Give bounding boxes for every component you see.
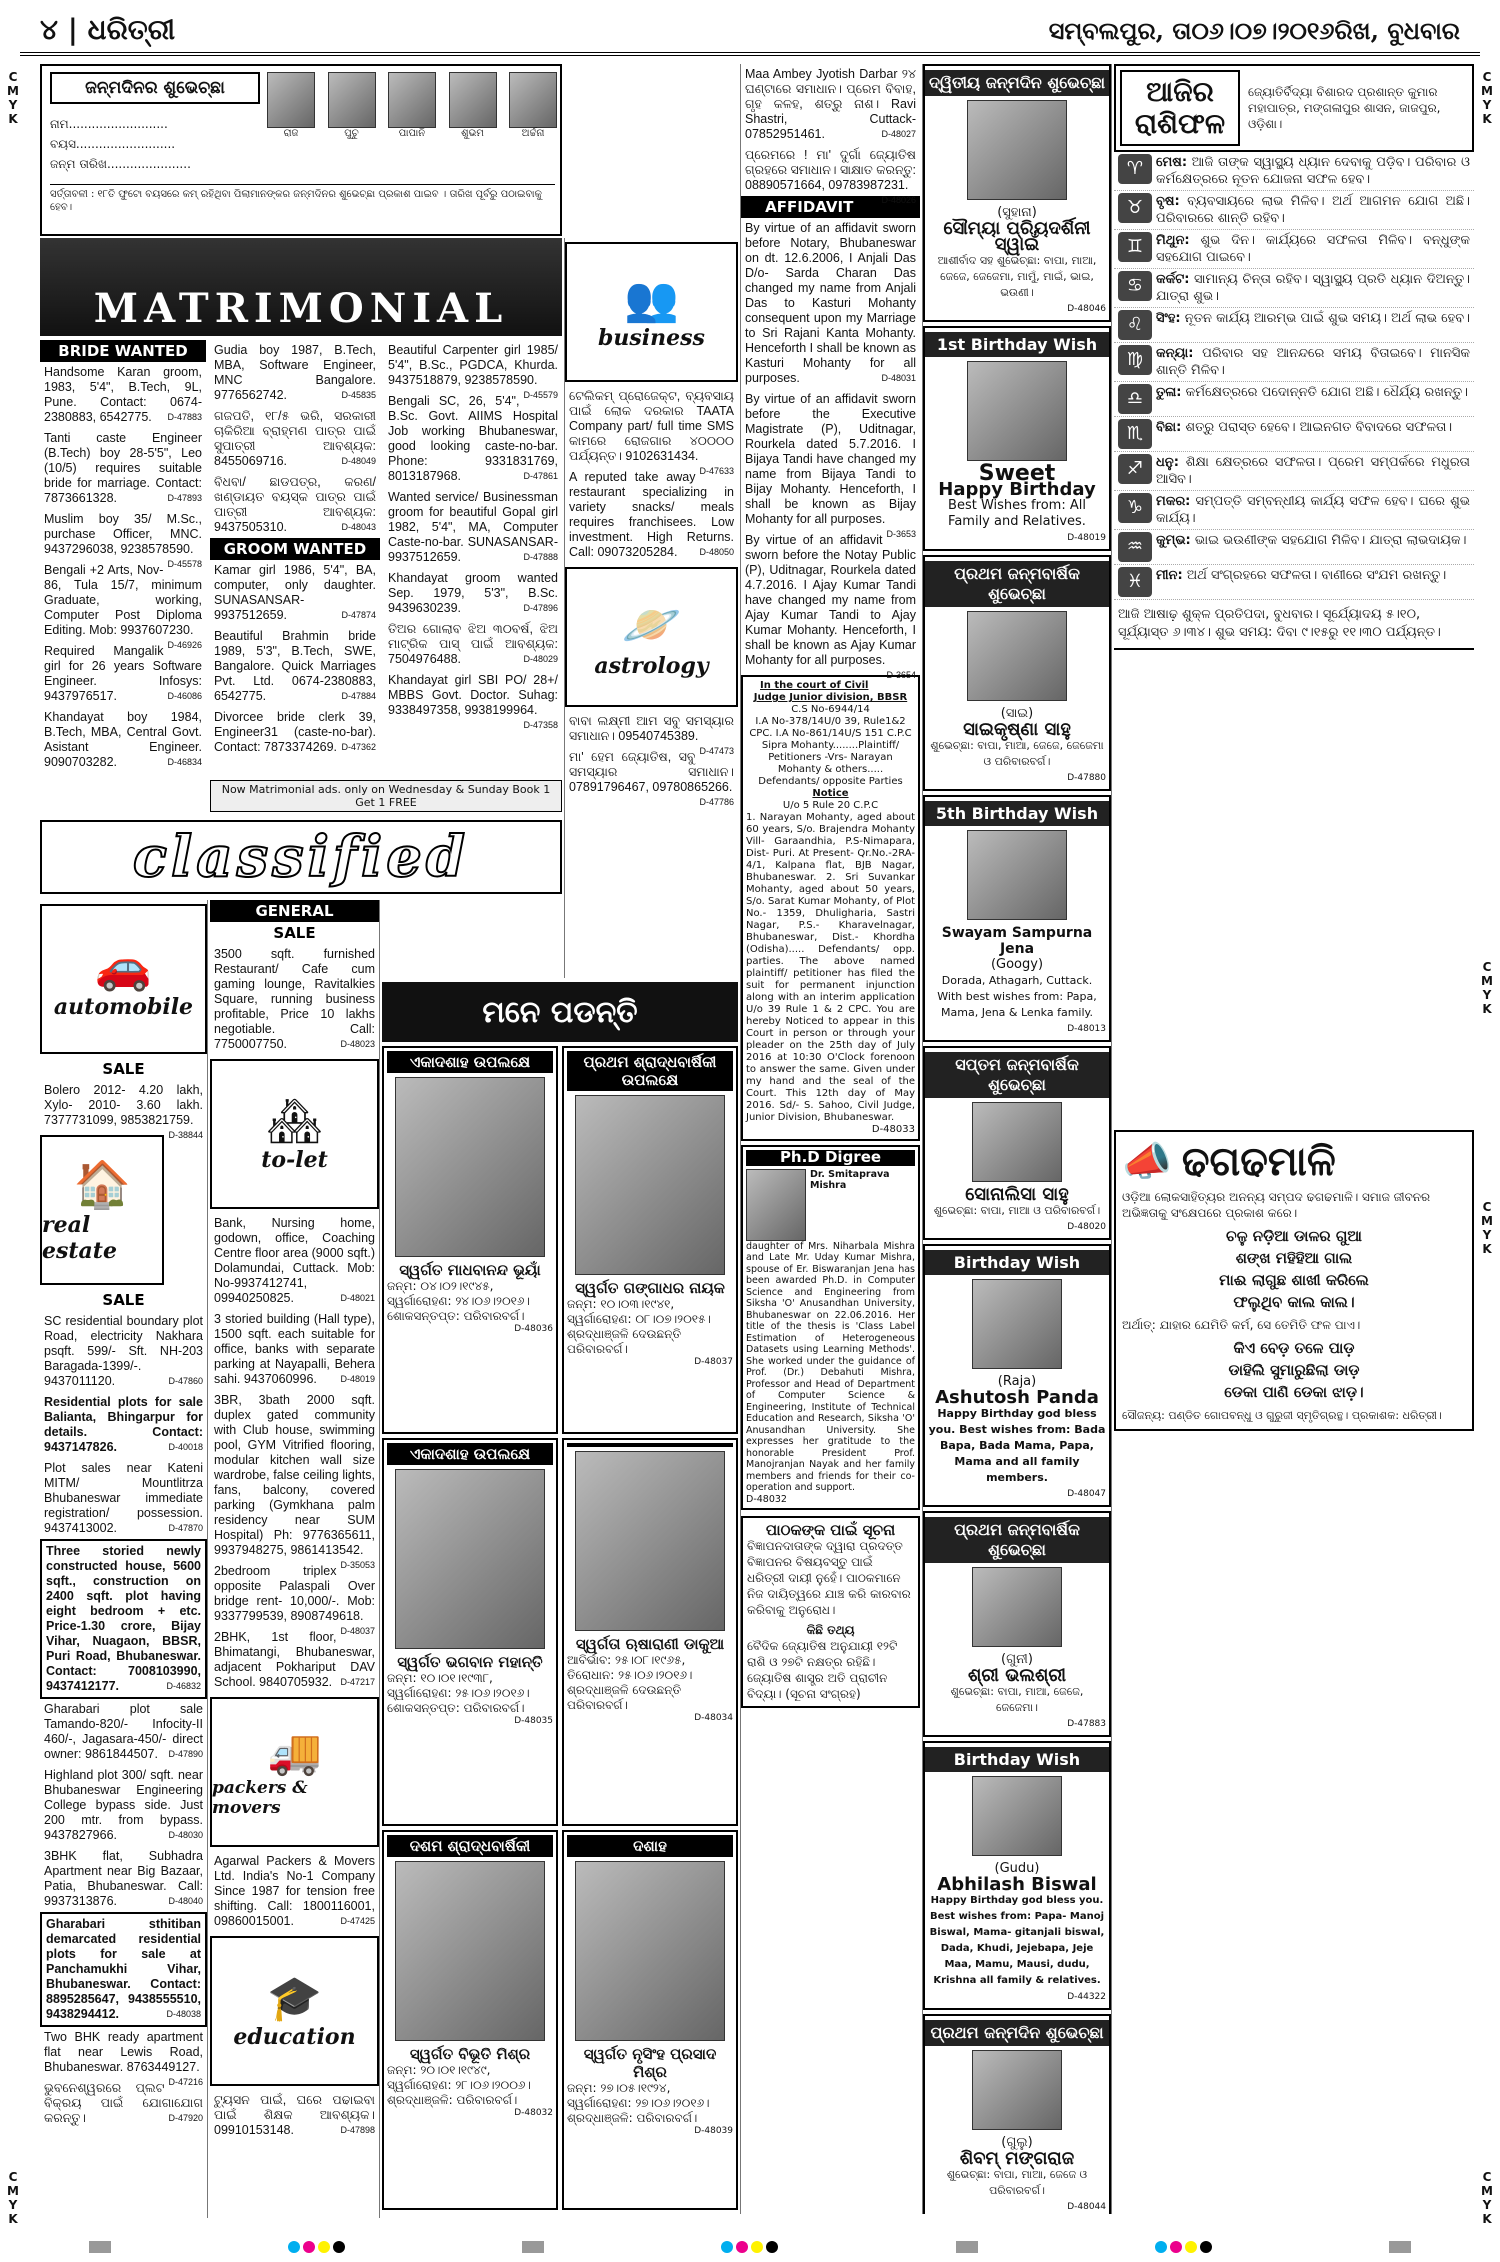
general-sale-header: SALE <box>210 922 379 944</box>
wish-card <box>923 2014 1111 2214</box>
obituary-code: D-48037 <box>694 1357 733 1367</box>
rashiphal-title-2: ରାଶିଫଳ <box>1134 107 1226 140</box>
dhagadhamali-explain: ଅର୍ଥାତ୍: ଯାହାର ଯେମିତି କର୍ମ, ସେ ତେମିତି ଫଳ ପାଏ। <box>1122 1318 1361 1332</box>
wish-code: D-48013 <box>1067 1024 1106 1034</box>
wish-name: ସାଇକୃଷ୍ଣା ସାହୁ <box>963 719 1071 740</box>
color-dots <box>721 2241 778 2253</box>
rashi-item: ♈ ମେଷ: ଆଜି ତାଙ୍କ ସ୍ୱାସ୍ଥ୍ୟ ଧ୍ୟାନ ଦେବାକୁ ପଡ଼ିବ। ପରିବାର ଓ କର୍ମକ୍ଷେତ୍ରରେ ନୂତନ ଯୋଜନା ସଫଳ ହେବ। <box>1114 152 1474 191</box>
child-photo-3: ପାପାନି <box>388 72 436 139</box>
wish-code: D-48044 <box>1067 2202 1106 2212</box>
rashi-item: ♑ ମକର: ସମ୍ପତ୍ତି ସମ୍ବନ୍ଧୀୟ କାର୍ଯ୍ୟ ସଫଳ ହେବ। ଘରେ ଶୁଭ କାର୍ଯ୍ୟ। <box>1114 491 1474 530</box>
business-ad: A reputed take away restaurant specializing in variety snacks/ meals requires franchisees. Low investment. High Returns. Call: 09073205284. D-48050 <box>569 470 734 559</box>
obituary-card <box>382 1438 558 1826</box>
education-icon-box <box>210 1936 379 2086</box>
packers-ad: Agarwal Packers & Movers Ltd. India's No-1 Company Since 1987 for tension free shifting. Call: 1800116001, 09860015001. D-47425 <box>214 1854 375 1928</box>
court-body: 1. Narayan Mohanty, aged about 60 years, S/o. Brajendra Mohanty Vill- Garaandhia, P.S-Nimapara, Dist- Puri. At Present- Qr.No.-2RA- 4/1, Kalpana flat, BJB Nagar, Bhubaneswar. 2. Sri Suvankar Mohanty, aged about 50 years, S/o. Sarat Kumar Mohanty, of Plot No.- 1359, Dhuligharia, Sastri Nagar, P.S.- Kharavelnagar, Bhubaneswar, Dist.- Khordha (Odisha)..... Defendants/ opp. parties. The above named plaintiff/ petitioner has filed the suit for permanent injunction along with an interim application U/o 39 Rule 1 & 2 CPC. You are hereby Noticed to appear in this Court in person or through your pleader on the 25th day of July 2016 at 10:30 O'Clock forenoon to answer the same. Given under my hand and the seal of the Court. This 12th day of May 2016. Sd/- S. Sahoo, Civil Judge, Junior Division, Bhubaneswar. <box>746 812 915 1123</box>
matrimonial-col-2 <box>210 340 380 758</box>
wish-nick: (Googy) <box>990 957 1044 972</box>
obituary-text: ଜନ୍ମ: ୨୭।୦୫।୧୯୨୪, ସ୍ୱର୍ଗାରୋହଣ: ୨୭।୦୬।୨୦୧୬। ଶ୍ରଦ୍ଧାଞ୍ଜଳି: ପରିବାରବର୍ଗ। <box>567 2081 710 2125</box>
masthead <box>20 8 1480 56</box>
dhagadhamali-box <box>1114 1130 1474 1431</box>
wish-nick: (ଗୁଲୁ) <box>1001 2135 1033 2150</box>
wish-text: ଶୁଭେଚ୍ଛା: ବାପା, ମାଆ, ଜେଜେ ଓ ପରିବାରବର୍ଗ। <box>946 2168 1088 2197</box>
wish-card <box>923 795 1111 1042</box>
obituary-name: ସ୍ୱର୍ଗତ ବିଭୂତି ମିଶ୍ର <box>409 2045 531 2063</box>
jyotish-ad: ପ୍ରେମରେ ! ମା' ଦୁର୍ଗା ଜ୍ୟୋତିଷ ଗ୍ରହରେ ସମାଧାନ। ସାକ୍ଷାତ କରନ୍ତୁ: 08890571664, 09783987231. D-48026 <box>745 148 916 205</box>
child-photo-4: ଶୁଭମ <box>449 72 497 139</box>
virgo-icon: ♍ <box>1118 345 1152 375</box>
wish-header: ପ୍ରଥମ ଜନ୍ମବାର୍ଷିକ ଶୁଭେଚ୍ଛା <box>925 1517 1109 1563</box>
wish-card <box>923 1741 1111 2010</box>
matrimonial-section <box>40 340 562 816</box>
wish-photo <box>972 1776 1062 1856</box>
automobile-label: automobile <box>53 993 194 1020</box>
wish-name: Happy Birthday <box>938 479 1096 500</box>
wish-name: ସୌମ୍ୟା ପ୍ରିୟଦର୍ଶିନୀ ସ୍ୱାଇଁ <box>943 218 1091 255</box>
obituary-name: ସ୍ୱର୍ଗତ ନୃସିଂହ ପ୍ରସାଦ ମିଶ୍ର <box>583 2045 717 2081</box>
child-photo-1: ରାଜ <box>267 72 315 139</box>
matrimonial-ad: Handsome Karan groom, 1983, 5'4", B.Tech, 9L, Pune. Contact: 0674-2380883, 6542775. D-47883 <box>44 365 202 424</box>
dhagadhamali-verse: ଚଳୁ ନଡ଼ିଆ ଡାଳର ଗୁଆ ଶଙ୍ଖ ମହିହିଆ ଗାଲ ମାଈ ଲାଗୁଛ ଶାଖୀ କରିଲେ ଫଲୁଥିବ କାଲ କାଲ। <box>1219 1227 1369 1311</box>
registration-mark-right: C M Y K <box>1481 70 1493 126</box>
birthday-form-box <box>40 64 562 236</box>
wish-photo <box>967 611 1067 701</box>
classified-banner-text: classified <box>132 824 470 890</box>
realestate-ad: 3BHK flat, Subhadra Apartment near Big Bazaar, Patia, Bhubaneswar. Call: 9937313876. D-48040 <box>44 1849 203 1908</box>
obituary-text: ଜନ୍ମ: ୧୦।୦୩।୧୯୪୧, ସ୍ୱର୍ଗାରୋହଣ: ୦୮।୦୭।୨୦୧୫। ଶ୍ରଦ୍ଧାଞ୍ଜଳି ଦେଉଛନ୍ତି ପରିବାରବର୍ଗ। <box>567 1297 711 1356</box>
phd-notice <box>741 1145 920 1510</box>
obituary-code: D-48032 <box>514 2108 553 2118</box>
rashi-item: ♐ ଧନୁ: ଶିକ୍ଷା କ୍ଷେତ୍ରରେ ସଫଳତା। ପ୍ରେମ ସମ୍ପର୍କରେ ମଧୁରତା ଆସିବ। <box>1114 452 1474 491</box>
affidavit-ad: By virtue of an affidavit sworn before the Notay Public (P), Uditnagar, Rourkela dated 4.7.2016. I Ajay Kumar Tandi have changed my name from Ajay Kumar Tandi to Ajay Kumar Mohanty. Henceforth, I shall be known as Ajay Kumar Mohanty for all purposes. D-3654 <box>745 533 916 680</box>
astrology-ad: ମା' ହେମ ଜ୍ୟୋତିଷ, ସବୁ ସମସ୍ୟାର ସମାଧାନ। 07891796467, 09780865266. D-47786 <box>569 750 734 807</box>
wish-nick: (ସାଇ) <box>1000 706 1034 721</box>
realestate-sale-header: SALE <box>40 1289 207 1311</box>
affidavit-header: AFFIDAVIT <box>741 196 920 218</box>
phd-photo <box>746 1169 806 1241</box>
wish-header: 1st Birthday Wish <box>925 332 1109 357</box>
speaker-icon: 📣 <box>1122 1139 1172 1185</box>
education-label: education <box>233 2024 356 2050</box>
child-photo-2: ପୁଚୁ <box>328 72 376 139</box>
business-astrology-column <box>564 238 738 978</box>
wish-card <box>923 64 1111 322</box>
business-ad: ଟେଲିକମ୍ ପ୍ରୋଜେକ୍ଟ, ବ୍ୟବସାୟ ପାଇଁ ଲୋକ ଦରକାର TAATA Company part/ full time SMS କାମରେ ରୋଜଗାର ୪୦୦୦୦ ପର୍ଯ୍ୟନ୍ତ। 9102631434. D-47633 <box>569 389 734 476</box>
tolet-ad: Bank, Nursing home, godown, office, Coaching Centre floor area (9000 sqft.) Dolamundai, Cuttack. Mob: No-9937412741, 09940250825. D-48021 <box>214 1216 375 1305</box>
tathya-text: ବୈଦିକ ଜ୍ୟୋତିଷ ଅନୁଯାୟୀ ୧୨ଟି ରାଶି ଓ ୨୭ଟି ନକ୍ଷତ୍ର ରହିଛି। ଜ୍ୟୋତିଷ ଶାସ୍ତ୍ର ଅତି ପ୍ରାଚୀନ ବିଦ୍ୟା। (ସୂଚନା ସଂଗ୍ରହ) <box>747 1639 898 1701</box>
wish-nick: Sweet <box>978 461 1056 486</box>
realestate-ad: Residential plots for sale Balianta, Bhingarpur for details. Contact: 9437147826. D-40018 <box>44 1395 203 1454</box>
matrimonial-ad: Bengali +2 Arts, Nov-86, Tula 15/7, minimum Graduate, working, Computer Post Diploma Editing. Mob: 9937607230. D-46926 <box>44 563 202 650</box>
registration-mark-right-bottom: C M Y K <box>1481 2170 1493 2226</box>
wish-code: D-48047 <box>1067 1489 1106 1499</box>
astrologer-credit: ଜ୍ୟୋତିର୍ବିଦ୍ୟା ବିଶାରଦ ପ୍ରଶାନ୍ତ କୁମାର ମହାପାତ୍ର, ମଙ୍ଗଳାପୁର ଶାସନ, ଜାଜପୁର, ଓଡ଼ିଶା। <box>1248 85 1441 131</box>
wish-text: Happy Birthday god bless you. Best wishes from: Papa- Manoj Biswal, Mama- gitanjali biswal, Dada, Khudi, Jejebapa, Jeje Maa, Mamu, Mausi, dudu, Krishna all family & relatives. <box>929 1895 1105 1986</box>
sagittarius-icon: ♐ <box>1118 454 1152 484</box>
panjika: ଆଜି ଆଷାଢ଼ ଶୁକ୍ଳ ପ୍ରତିପଦା, ବୁଧବାର। ସୂର୍ଯ୍ୟୋଦୟ ୫।୧୦, ସୂର୍ଯ୍ୟାସ୍ତ ୬।୩୪। ଶୁଭ ସମୟ: ଦିବା ୯।୧୫ରୁ ୧୧।୩୦ ପର୍ଯ୍ୟନ୍ତ। <box>1114 600 1474 650</box>
birthday-form-fields <box>50 114 250 174</box>
bride-wanted-header: BRIDE WANTED <box>40 340 206 362</box>
scorpio-icon: ♏ <box>1118 419 1152 449</box>
realestate-label: real estate <box>42 1211 117 1264</box>
jyotish-ad: Maa Ambey Jyotish Darbar ୨୪ ଘଣ୍ଟାରେ ସମାଧାନ। ପ୍ରେମ ବିବାହ, ଗୃହ କଳହ, ଶତ୍ରୁ ନାଶ। Ravi Shastri, Cuttack- 07852951461. D-48027 <box>745 67 916 141</box>
matrimonial-ad: Wanted service/ Businessman groom for beautiful Gopal girl 1982, 5'4", MA, Computer Caste-no-bar. SUNASANSAR- 9937512659. D-47888 <box>388 490 558 564</box>
matrimonial-ad: ତିଅର ଗୋଲାବ ଝିଅ ୩୦ବର୍ଷ, ଝିଅ ମାଟ୍ରିକ ପାସ୍ ପାଇଁ ଆବଶ୍ୟକ: 7504976488. D-48029 <box>388 622 558 666</box>
wish-photo <box>967 830 1067 920</box>
wish-text: Dorada, Athagarh, Cuttack. With best wishes from: Papa, Mama, Jena & Lenka family. <box>937 974 1097 1019</box>
wish-name: Swayam Sampurna Jena <box>941 925 1093 957</box>
obituary-text: ଜନ୍ମ: ୧୦।୦୧।୧୯୩୮, ସ୍ୱର୍ଗାରୋହଣ: ୨୫।୦୬।୨୦୧୬। ଶୋକସନ୍ତପ୍ତ: ପରିବାରବର୍ଗ। <box>387 1671 530 1715</box>
wish-photo <box>967 361 1067 461</box>
obituary-banner-text: ମନେ ପଡନ୍ତି <box>482 994 638 1030</box>
tolet-icon-box <box>210 1059 379 1209</box>
registration-mark-left-bottom: C M Y K <box>7 2170 19 2226</box>
gemini-icon: ♊ <box>1118 232 1152 262</box>
page-number: ୪ | ଧରିତ୍ରୀ <box>40 13 176 46</box>
classified-col-1 <box>40 900 208 2218</box>
legal-column <box>740 64 920 2214</box>
grey-patch <box>522 2241 544 2253</box>
registration-mark-right-mid2: C M Y K <box>1481 1200 1493 1256</box>
obituary-header: ଏକାଦଶାହ ଉପଲକ୍ଷେ <box>387 1443 553 1465</box>
tolet-label: to-let <box>261 1147 328 1173</box>
form-field-name[interactable]: ନାମ.......................... <box>50 117 168 131</box>
wish-code: D-47880 <box>1067 773 1106 783</box>
obituary-card <box>382 1046 558 1434</box>
obituary-header: ଦଶାହ <box>567 1835 733 1857</box>
wish-nick: (ସୁହାନା) <box>997 205 1037 220</box>
matrimonial-ad: Tanti caste Engineer (B.Tech) boy 28-5'5", Leo (10/5) requires suitable bride for marriage. Contact: 7873661328. D-47893 <box>44 431 202 505</box>
grey-patch <box>89 2241 111 2253</box>
dhagadhamali-verse-2: କିଏ ବେଡ଼ ତଳେ ପାଡ଼ ଡାହିଲି ସୁମାରୁଛିଲା ଡାଡ଼ ଡେକା ପାଣି ଡେକା ଝାଡ଼। <box>1224 1339 1364 1401</box>
pisces-icon: ♓ <box>1118 567 1152 597</box>
wish-code: D-44322 <box>1067 1992 1106 2002</box>
aries-icon: ♈ <box>1118 154 1152 184</box>
matrimonial-ad: Muslim boy 35/ M.Sc., purchase Officer, MNC. 9437296038, 9238578590. D-45578 <box>44 512 202 569</box>
wish-text: Best Wishes from: All Family and Relatives. <box>948 498 1086 529</box>
packers-label: packers & movers <box>212 1778 308 1818</box>
wish-text: ଶୁଭେଚ୍ଛା: ବାପା, ମାଆ, ଜେଜେ, ଜେଜେମା। <box>950 1685 1084 1714</box>
astrology-ad: ବାବା ଲକ୍ଷ୍ମୀ ଆମ ସବୁ ସମସ୍ୟାର ସମାଧାନ। 09540745389. D-47473 <box>569 714 734 756</box>
court-parties: Sipra Mohanty........Plaintiff/ Petitioners -Vrs- Narayan Mohanty & others..... Defendants/ opposite Parties <box>758 740 903 787</box>
planet-icon: 🪐 <box>621 596 682 653</box>
cancer-icon: ♋ <box>1118 271 1152 301</box>
tolet-ad: 2BHK, 1st floor, Bhimatangi, Bhubaneswar, adjacent Pokhariput DAV School. 9840705932. D-47217 <box>214 1630 375 1689</box>
court-notice-rule: U/o 5 Rule 20 C.P.C <box>782 800 879 811</box>
court-notice <box>741 675 920 1141</box>
wish-card <box>923 326 1111 551</box>
obituary-photo <box>575 1861 725 2041</box>
wish-photo <box>967 100 1067 200</box>
realestate-ad: Highland plot 300/ sqft. near Bhubaneswar Engineering College bypass side. Just 200 mtr. from bypass. 9437827966. D-48030 <box>44 1768 203 1842</box>
realestate-ad: Gharabari sthitiban demarcated residential plots for sale at Panchamukhi Vihar, Bhubaneswar. Contact: 8895285647, 9438555510, 9438294412. D-48038 <box>40 1912 207 2027</box>
dhagadhamali-credit: ସୌଜନ୍ୟ: ପଣ୍ଡିତ ଗୋପବନ୍ଧୁ ଓ ଗୁରୁଜୀ ସ୍ମୃତିଗ୍ରନ୍ଥ। ପ୍ରକାଶକ: ଧରିତ୍ରୀ। <box>1122 1409 1442 1422</box>
matrimonial-col-3 <box>384 340 562 733</box>
rashi-item: ♌ ସିଂହ: ନୂତନ କାର୍ଯ୍ୟ ଆରମ୍ଭ ପାଇଁ ଶୁଭ ସମୟ। ଅର୍ଥ ଲାଭ ହେବ। <box>1114 308 1474 343</box>
realestate-ad: Two BHK ready apartment flat near Lewis Road, Bhubaneswar. 8763449127. D-47216 <box>44 2030 203 2087</box>
matrimonial-col-1 <box>40 340 206 773</box>
realestate-ad: SC residential boundary plot Road, electricity Nakhara psqft. 599/- Sft. NH-203 Baragada-1399/-. 9437011120. D-47860 <box>44 1314 203 1388</box>
matrimonial-ad: Beautiful Carpenter girl 1985/ 5'4", B.Sc., PGDCA, Khurda. 9437518879, 9238578590. D-45579 <box>388 343 558 400</box>
obituary-code: D-48039 <box>694 2126 733 2136</box>
color-dots <box>288 2241 345 2253</box>
form-field-dob[interactable]: ଜନ୍ମ ତାରିଖ...................... <box>50 157 191 171</box>
realestate-ad: Three storied newly constructed house, 5600 sqft., construction on 2400 sqft. plot having eight bedroom + etc. Price-1.30 crore, Bijay Vihar, Nuagaon, BBSR, Puri Road, Bhubaneswar. Contact: 7008103990, 9437412177. D-46832 <box>40 1539 207 1699</box>
obituary-card <box>562 1830 738 2210</box>
rashi-item: ♏ ବିଛା: ଶତ୍ରୁ ପରାସ୍ତ ହେବେ। ଆଇନଗତ ବିବାଦରେ ସଫଳତା। <box>1114 417 1474 452</box>
rashi-list <box>1114 152 1474 600</box>
wish-name: ଶ୍ରୀ ଭଲଶ୍ରୀ <box>967 1665 1066 1686</box>
leo-icon: ♌ <box>1118 310 1152 340</box>
grey-patch <box>956 2241 978 2253</box>
obituary-text: ଆବିର୍ଭାବ: ୨୫।୦୮।୧୯୬୫, ତିରୋଧାନ: ୨୫।୦୬।୨୦୧୬। ଶ୍ରଦ୍ଧାଞ୍ଜଳି ଦେଉଛନ୍ତି ପରିବାରବର୍ଗ। <box>567 1653 693 1712</box>
matrimonial-banner <box>40 238 562 336</box>
wish-card <box>923 1511 1111 1737</box>
wish-text: ଆଶୀର୍ବାଦ ସହ ଶୁଭେଚ୍ଛା: ବାପା, ମାଆ, ଜେଜେ, ଜେଜେମା, ମାମୁଁ, ମାଇଁ, ଭାଇ, ଭଉଣୀ। <box>937 254 1097 299</box>
wish-header: ସପ୍ତମ ଜନ୍ମବାର୍ଷିକ ଶୁଭେଚ୍ଛା <box>925 1052 1109 1098</box>
reader-notice-text: ବିଜ୍ଞାପନଦାତାଙ୍କ ଦ୍ୱାରା ପ୍ରଦତ୍ତ ବିଜ୍ଞାପନର ବିଷୟବସ୍ତୁ ପାଇଁ ଧରିତ୍ରୀ ଦାୟୀ ନୁହେଁ। ପାଠକମାନେ ନିଜ ଦାୟିତ୍ୱରେ ଯାଞ୍ଚ କରି କାରବାର କରିବାକୁ ଅନୁରୋଧ। <box>747 1539 911 1617</box>
court-code: D-48033 <box>871 1124 915 1135</box>
birthday-form-children <box>267 72 557 139</box>
obituary-code: D-48035 <box>514 1716 553 1726</box>
tolet-ad: 3 storied building (Hall type), 1500 sqft. each suitable for office, banks with separate parking at Nayapalli, Behera sahi. 9437060996. D-48019 <box>214 1312 375 1386</box>
obituary-text: ଜନ୍ମ: ୨୦।୦୧।୧୯୪୯, ସ୍ୱର୍ଗାରୋହଣ: ୨୮।୦୬।୨୦୦୬। ଶ୍ରଦ୍ଧାଞ୍ଜଳି: ପରିବାରବର୍ଗ। <box>387 2063 531 2107</box>
matrimonial-ad: Khandayat boy 1984, B.Tech, MBA, Central Govt. Asistant Engineer. 9090703282. D-46834 <box>44 710 202 769</box>
dhagadhamali-intro: ଓଡ଼ିଆ ଲୋକସାହିତ୍ୟର ଅନନ୍ୟ ସମ୍ପଦ ଢଗଢମାଳି। ସମାଜ ଜୀବନର ଅଭିଜ୍ଞତାକୁ ସଂକ୍ଷେପରେ ପ୍ରକାଶ କରେ। <box>1122 1190 1431 1220</box>
birthday-form-title: ଜନ୍ମଦିନର ଶୁଭେଚ୍ଛା <box>50 72 260 104</box>
wish-name: Abhilash Biswal <box>937 1874 1097 1895</box>
rashiphal-title <box>1120 70 1240 146</box>
business-people-icon: 👥 <box>624 274 679 325</box>
form-field-age[interactable]: ବୟସ.......................... <box>50 137 176 151</box>
wish-photo <box>972 1102 1062 1182</box>
tolet-ad: 3BR, 3bath 2000 sqft. duplex gated community with Club house, swimming pool, GYM Vitrified flooring, modular kitchen wall size wardrobe, false ceiling lights, fans, balcony, covered parking (Gymkhana palm residency near SUM Hospital) Ph: 9776365611, 9937948275, 9861413542. D-35053 <box>214 1393 375 1570</box>
phd-code: D-48032 <box>746 1493 787 1505</box>
general-sale-ad: 3500 sqft. furnished Restaurant/ Cafe cum gaming lounge, Ravitalkies Square, running business profitable, Price 10 lakhs negotiable. Call: 7750007750. D-48023 <box>214 947 375 1051</box>
wish-card <box>923 1046 1111 1240</box>
rashi-item: ♎ ତୁଳା: କର୍ମକ୍ଷେତ୍ରରେ ପଦୋନ୍ନତି ଯୋଗ ଅଛି। ଧୈର୍ଯ୍ୟ ରଖନ୍ତୁ। <box>1114 382 1474 417</box>
matrimonial-ad: Khandayat groom wanted Sep. 1979, 5'3", B.Sc. 9439630239. D-47896 <box>388 571 558 615</box>
realestate-icon-box <box>40 1135 164 1285</box>
car-icon: 🚗 <box>94 938 153 993</box>
wish-header: Birthday Wish <box>925 1747 1109 1772</box>
court-title: In the court of Civil Judge Junior division, BBSR <box>753 680 908 703</box>
obituary-code: D-48034 <box>694 1713 733 1723</box>
wish-code: D-48020 <box>1067 1222 1106 1232</box>
wish-nick: (ଗୁନୀ) <box>1001 1652 1033 1667</box>
matrimonial-ad: Gudia boy 1987, B.Tech, MBA, Software Engineer, MNC Bangalore. 9776562742. D-45835 <box>214 343 376 402</box>
court-notice-head: Notice <box>812 788 849 799</box>
wish-text: ଶୁଭେଚ୍ଛା: ବାପା, ମାଆ, ଜେଜେ, ଜେଜେମା ଓ ପରିବାରବର୍ଗ। <box>930 739 1104 768</box>
court-ia: I.A No-378/14U/0 39, Rule1&2 CPC. I.A No-861/14U/S 151 C.P.C <box>749 716 912 739</box>
realestate-ad: Gharabari plot sale Tamando-820/- Infocity-II 460/-, Jagasara-450/- direct owner: 9861844507. D-47890 <box>44 1702 203 1761</box>
matrimonial-ad: Khandayat girl SBI PO/ 28+/ MBBS Govt. Doctor. Suhag: 9338497358, 9938199964. D-47358 <box>388 673 558 730</box>
wish-header: 5th Birthday Wish <box>925 801 1109 826</box>
general-header: GENERAL <box>210 900 379 922</box>
obituary-header: ଦଶମ ଶ୍ରାଦ୍ଧବାର୍ଷିକୀ <box>387 1835 553 1857</box>
automobile-icon-box <box>40 904 207 1054</box>
dhagadhamali-title: ଢଗଢମାଳି <box>1181 1138 1336 1185</box>
wish-nick: (Raja) <box>997 1374 1037 1389</box>
obituary-name: ସ୍ୱର୍ଗତା ଋଷାରାଣୀ ଡାକୁଆ <box>575 1635 725 1653</box>
obituary-photo <box>575 1095 725 1275</box>
tolet-ad: 2bedroom triplex opposite Palaspali Over bridge rent- 10,000/-. Mob: 9337799539, 8908749618. D-48037 <box>214 1564 375 1636</box>
matrimonial-ad: ବିଧବା/ ଛାଡପତ୍ର, କରଣ/ ଖଣ୍ଡାୟତ ବୟସ୍କ ପାତ୍ର ପାଇଁ ପାତ୍ରୀ ଆବଶ୍ୟକ: 9437505310. D-48043 <box>214 475 376 534</box>
matrimonial-ad: Beautiful Brahmin bride 1989, 5'3", B.Tech, SWE, Bangalore. Quick Marriages Pvt. Ltd. 0674-2380883, 6542775. D-47884 <box>214 629 376 703</box>
wish-card <box>923 555 1111 791</box>
wish-header: ଦ୍ୱିତୀୟ ଜନ୍ମଦିନ ଶୁଭେଚ୍ଛା <box>925 70 1109 96</box>
birthday-form-note: ସର୍ତ୍ତାବଳୀ : ୧୮ତି ଫୁଟୋ ବୟସରେ କମ୍ ରହିଥିବା ପିଲାମାନଙ୍କର ଜନ୍ମଦିନର ଶୁଭେଚ୍ଛା ପ୍ରକାଶ ପାଇବ । ତାରିଖ ପୂର୍ବରୁ ପଠାଇବାକୁ ହେବ। <box>50 184 555 214</box>
wish-nick: (Gudu) <box>994 1861 1040 1876</box>
phd-name: Dr. Smitaprava Mishra <box>810 1168 890 1191</box>
wish-header: ପ୍ରଥମ ଜନ୍ମବାର୍ଷିକ ଶୁଭେଚ୍ଛା <box>925 561 1109 607</box>
obituary-header: ଏକାଦଶାହ ଉପଲକ୍ଷେ <box>387 1051 553 1073</box>
matrimonial-ad: Required Mangalik girl for 26 years Software Engineer. Infosys: 9437976517. D-46086 <box>44 644 202 703</box>
obituary-name: ସ୍ୱର୍ଗତ ଗଙ୍ଗାଧର ନାୟକ <box>575 1279 725 1297</box>
taurus-icon: ♉ <box>1118 193 1152 223</box>
reader-notice-title: ପାଠକଙ୍କ ପାଇଁ ସୂଚନା <box>765 1521 896 1539</box>
classified-col-2 <box>210 900 380 2218</box>
obituary-card <box>562 1438 738 1826</box>
education-icon: 🎓 <box>267 1973 322 2024</box>
astrology-icon-box <box>565 567 738 707</box>
obituary-photo <box>395 1861 545 2041</box>
wish-code: D-48019 <box>1067 533 1106 543</box>
dateline: ସମ୍ବଲପୁର, ତା୦୬।୦୭।୨୦୧୬ରିଖ, ବୁଧବାର <box>1048 15 1460 45</box>
obituary-photo <box>575 1451 725 1631</box>
wish-photo <box>972 1279 1062 1369</box>
court-case: C.S No-6944/14 <box>791 704 870 715</box>
rashi-item: ♒ କୁମ୍ଭ: ଭାଇ ଭଉଣୀଙ୍କ ସହଯୋଗ ମିଳିବ। ଯାତ୍ରା ଲାଭଦାୟକ। <box>1114 530 1474 565</box>
matrimonial-banner-text: MATRIMONIAL <box>93 285 509 332</box>
rashiphal-title-1: ଆଜିର <box>1146 75 1214 108</box>
tathya-title: କିଛି ତଥ୍ୟ <box>806 1623 855 1637</box>
phd-text: daughter of Mrs. Niharbala Mishra and Late Mr. Uday Kumar Mishra, spouse of Er. Biswaranjan Jena has been awarded Ph.D. in Computer Science and Engineering from Siksha 'O' Anusandhan University, Bhubaneswar on 22.06.2016. Her title of the thesis is 'Class Label Estimation of Heterogeneous Datasets using Learning Methods'. She worked under the guidance of Prof. (Dr.) Debahuti Mishra, Professor and Head of Department of Computer Science & Engineering, Institute of Technical Education and Research, Siksha 'O' Anusandhan University. She expresses her gratitude to the honorable President Prof. Manojranjan Nayak and her family members and friends for their co-operation and support. <box>746 1240 915 1493</box>
obituary-card <box>382 1830 558 2210</box>
color-dots <box>1155 2241 1212 2253</box>
wish-code: D-48046 <box>1067 304 1106 314</box>
auto-sale-ad: Bolero 2012- 4.20 lakh, Xylo- 2010- 3.60 lakh. 7377731099, 9853821759. D-38844 <box>44 1083 203 1140</box>
auto-sale-header: SALE <box>40 1058 207 1080</box>
realestate-ad: ଭୁବନେଶ୍ୱରରେ ପ୍ଲଟ ବିକ୍ରୟ ପାଇଁ ଯୋଗାଯୋଗ କରନ୍ତୁ। D-47920 <box>44 2081 203 2125</box>
child-photo-5: ଅର୍ଚ୍ଚନା <box>509 72 557 139</box>
obituary-banner <box>382 982 738 1042</box>
tolet-house-icon: 🏘 <box>266 1096 323 1147</box>
rashiphal-header <box>1114 64 1474 152</box>
obituary-photo <box>395 1469 545 1649</box>
rashi-item: ♓ ମୀନ: ଅର୍ଥ ସଂଗ୍ରହରେ ସଫଳତା। ବାଣୀରେ ସଂଯମ ରଖନ୍ତୁ। <box>1114 565 1474 600</box>
groom-wanted-header: GROOM WANTED <box>210 538 380 560</box>
wish-photo <box>972 2050 1062 2130</box>
capricorn-icon: ♑ <box>1118 493 1152 523</box>
obituary-photo <box>395 1077 545 1257</box>
aquarius-icon: ♒ <box>1118 532 1152 562</box>
business-icon-box <box>565 242 738 382</box>
rashi-item: ♋ କର୍କଟ: ସାମାନ୍ୟ ଚିନ୍ତା ରହିବ। ସ୍ୱାସ୍ଥ୍ୟ ପ୍ରତି ଧ୍ୟାନ ଦିଅନ୍ତୁ। ଯାତ୍ରା ଶୁଭ। <box>1114 269 1474 308</box>
truck-icon: 🚚 <box>267 1727 322 1778</box>
obituary-header <box>567 1443 733 1447</box>
obituary-card <box>562 1046 738 1434</box>
wish-card <box>923 1244 1111 1507</box>
rashiphal-column <box>1114 64 1474 2214</box>
obituary-text: ଜନ୍ମ: ୦୪।୦୨।୧୯୪୫, ସ୍ୱର୍ଗାରୋହଣ: ୨୪।୦୬।୨୦୧୬। ଶୋକସନ୍ତପ୍ତ: ପରିବାରବର୍ଗ। <box>387 1279 530 1323</box>
reader-notice <box>741 1516 920 1708</box>
grey-patch <box>1389 2241 1411 2253</box>
wish-header: ପ୍ରଥମ ଜନ୍ମଦିନ ଶୁଭେଚ୍ଛା <box>925 2020 1109 2046</box>
matrimonial-footer: Now Matrimonial ads. only on Wednesday & Sunday Book 1 Get 1 FREE <box>210 780 562 812</box>
packers-icon-box <box>210 1697 379 1847</box>
obituary-code: D-48036 <box>514 1324 553 1334</box>
wish-header: Birthday Wish <box>925 1250 1109 1275</box>
matrimonial-ad: ଗଜପତି, ୧୮/୫ ଭରି, ସରକାରୀ ଚାକିରିଆ ବ୍ରାହ୍ମଣ ପାତ୍ର ପାଇଁ ସୁପାତ୍ରୀ ଆବଶ୍ୟକ: 8455069716. D-48049 <box>214 409 376 468</box>
affidavit-ad: By virtue of an affidavit sworn before the Executive Magistrate (P), Uditnagar, Rourkela dated 5.7.2016. I Bijaya Tandi have changed my name from Bijaya Tandi to Bijay Mohanty. Henceforth, I shall be known as Bijay Mohanty for all purposes. D-3653 <box>745 392 916 539</box>
education-ad: ଟ୍ୟୁସନ ପାଇଁ, ଘରେ ପଢାଇବା ପାଇଁ ଶିକ୍ଷକ ଆବଶ୍ୟକ। 09910153148. D-47898 <box>214 2093 375 2137</box>
affidavit-ad: By virtue of an affidavit sworn before Notary, Bhubaneswar on dt. 12.6.2006, I Anjali Das D/o- Sarda Charan Das changed my name from Anjali Das to Kasturi Mohanty consequent upon my Marriage to Sri Rajani Kanta Mohanty. Henceforth I shall be known as Kasturi Mohanty for all purposes. D-48031 <box>745 221 916 385</box>
obituary-header: ପ୍ରଥମ ଶ୍ରାଦ୍ଧବାର୍ଷିକୀ ଉପଲକ୍ଷେ <box>567 1051 733 1091</box>
obituary-name: ସ୍ୱର୍ଗତ ମାଧବାନନ୍ଦ ଭୂୟାଁ <box>399 1261 541 1279</box>
rashi-item: ♉ ବୃଷ: ବ୍ୟବସାୟରେ ଲାଭ ମିଳିବ। ଅର୍ଥ ଆଗମନ ଯୋଗ ଅଛି। ପରିବାରରେ ଶାନ୍ତି ରହିବ। <box>1114 191 1474 230</box>
wish-name: Ashutosh Panda <box>935 1387 1099 1408</box>
wishes-column <box>922 64 1112 2214</box>
classified-banner <box>40 820 562 894</box>
wish-name: ସୋନାଲିସା ସାହୁ <box>965 1184 1069 1205</box>
rashi-item: ♍ କନ୍ୟା: ପରିବାର ସହ ଆନନ୍ଦରେ ସମୟ ବିତାଇବେ। ମାନସିକ ଶାନ୍ତି ମିଳିବ। <box>1114 343 1474 382</box>
obituary-name: ସ୍ୱର୍ଗତ ଭଗବାନ ମହାନ୍ତି <box>397 1653 543 1671</box>
matrimonial-ad: Bengali SC, 26, 5'4", B.Sc. Govt. AIIMS Hospital Job working Bhubaneswar, good looking caste-no-bar. Phone: 9331831769, 8013187968. D-47861 <box>388 394 558 483</box>
matrimonial-ad: Kamar girl 1986, 5'4", BA, computer, only daughter. SUNASANSAR- 9937512659. D-47874 <box>214 563 376 622</box>
wish-code: D-47883 <box>1067 1719 1106 1729</box>
libra-icon: ♎ <box>1118 384 1152 414</box>
house-icon: 🏠 <box>73 1156 131 1211</box>
cmyk-strip <box>0 2232 1500 2262</box>
registration-mark-left: C M Y K <box>7 70 19 126</box>
phd-header: Ph.D Digree <box>746 1150 915 1166</box>
business-label: business <box>598 325 705 351</box>
astrology-label: astrology <box>594 652 709 679</box>
rashi-item: ♊ ମିଥୁନ: ଶୁଭ ଦିନ। କାର୍ଯ୍ୟରେ ସଫଳତା ମିଳିବ। ବନ୍ଧୁଙ୍କ ସହଯୋଗ ପାଇବେ। <box>1114 230 1474 269</box>
wish-photo <box>972 1567 1062 1647</box>
realestate-ad: Plot sales near Kateni MITM/ Mountlitrza Bhubaneswar immediate registration/ possession. 9437413002. D-47870 <box>44 1461 203 1535</box>
matrimonial-ad: Divorcee bride clerk 39, Engineer31 (caste-no-bar). Contact: 7873374269. D-47362 <box>214 710 376 754</box>
wish-text: Happy Birthday god bless you. Best wishes from: Bada Bapa, Bada Mama, Papa, Mama and all family members. <box>928 1407 1106 1484</box>
obituary-section <box>382 1046 738 2218</box>
wish-text: ଶୁଭେଚ୍ଛା: ବାପା, ମାଆ ଓ ପରିବାରବର୍ଗ। <box>933 1204 1101 1217</box>
registration-mark-right-mid: C M Y K <box>1481 960 1493 1016</box>
wish-name: ଶିବମ୍ ମଙ୍ଗରାଜ <box>959 2148 1075 2169</box>
